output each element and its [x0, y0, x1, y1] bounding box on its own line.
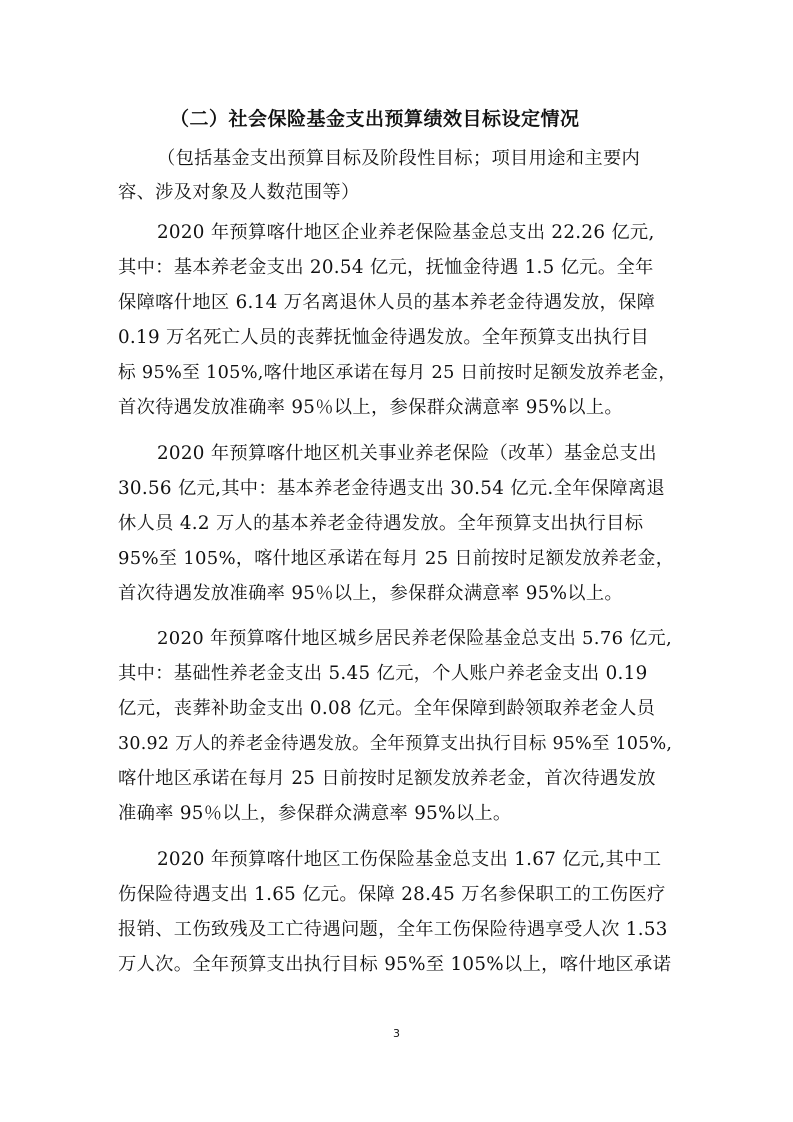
- paragraph-line: 喀什地区承诺在每月 25 日前按时足额发放养老金，首次待遇发放: [118, 768, 656, 789]
- note-line: （包括基金支出预算目标及阶段性目标；项目用途和主要内: [157, 148, 641, 169]
- paragraph-line: 30.56 亿元,其中：基本养老金待遇支出 30.54 亿元.全年保障离退: [118, 478, 666, 499]
- paragraph-line: 亿元，丧葬补助金支出 0.08 亿元。全年保障到龄领取养老金人员: [118, 698, 656, 719]
- paragraph-line: 首次待遇发放准确率 95％以上，参保群众满意率 95%以上。: [118, 397, 623, 418]
- paragraph-line: 首次待遇发放准确率 95％以上，参保群众满意率 95%以上。: [118, 583, 623, 604]
- paragraph-line: 2020 年预算喀什地区工伤保险基金总支出 1.67 亿元,其中工: [157, 849, 662, 870]
- paragraph-line: 休人员 4.2 万人的基本养老金待遇发放。全年预算支出执行目标: [118, 513, 644, 534]
- paragraph-line: 标 95%至 105%,喀什地区承诺在每月 25 日前按时足额发放养老金，: [118, 363, 677, 383]
- paragraph-line: 2020 年预算喀什地区企业养老保险基金总支出 22.26 亿元,: [157, 222, 655, 243]
- paragraph-line: 2020 年预算喀什地区城乡居民养老保险基金总支出 5.76 亿元,: [157, 628, 672, 649]
- paragraph-line: 95%至 105%，喀什地区承诺在每月 25 日前按时足额发放养老金，: [118, 548, 675, 569]
- page-number: 3: [393, 1027, 400, 1040]
- paragraph-line: 2020 年预算喀什地区机关事业养老保险（改革）基金总支出: [157, 443, 657, 464]
- paragraph-line: 伤保险待遇支出 1.65 亿元。保障 28.45 万名参保职工的工伤医疗: [118, 884, 666, 905]
- section-heading: （二）社会保险基金支出预算绩效目标设定情况: [170, 108, 580, 130]
- paragraph-line: 30.92 万人的养老金待遇发放。全年预算支出执行目标 95%至 105%,: [118, 734, 673, 754]
- paragraph-line: 其中：基本养老金支出 20.54 亿元，抚恤金待遇 1.5 亿元。全年: [118, 257, 654, 278]
- paragraph-line: 准确率 95％以上，参保群众满意率 95%以上。: [118, 803, 512, 824]
- paragraph-line: 保障喀什地区 6.14 万名离退休人员的基本养老金待遇发放，保障: [118, 292, 656, 313]
- paragraph-line: 万人次。全年预算支出执行目标 95%至 105%以上，喀什地区承诺: [118, 954, 672, 975]
- paragraph-line: 其中：基础性养老金支出 5.45 亿元，个人账户养老金支出 0.19: [118, 663, 648, 684]
- paragraph-line: 报销、工伤致残及工亡待遇问题，全年工伤保险待遇享受人次 1.53: [118, 919, 668, 940]
- note-line: 容、涉及对象及人数范围等）: [118, 182, 360, 203]
- paragraph-line: 0.19 万名死亡人员的丧葬抚恤金待遇发放。全年预算支出执行目: [118, 327, 650, 348]
